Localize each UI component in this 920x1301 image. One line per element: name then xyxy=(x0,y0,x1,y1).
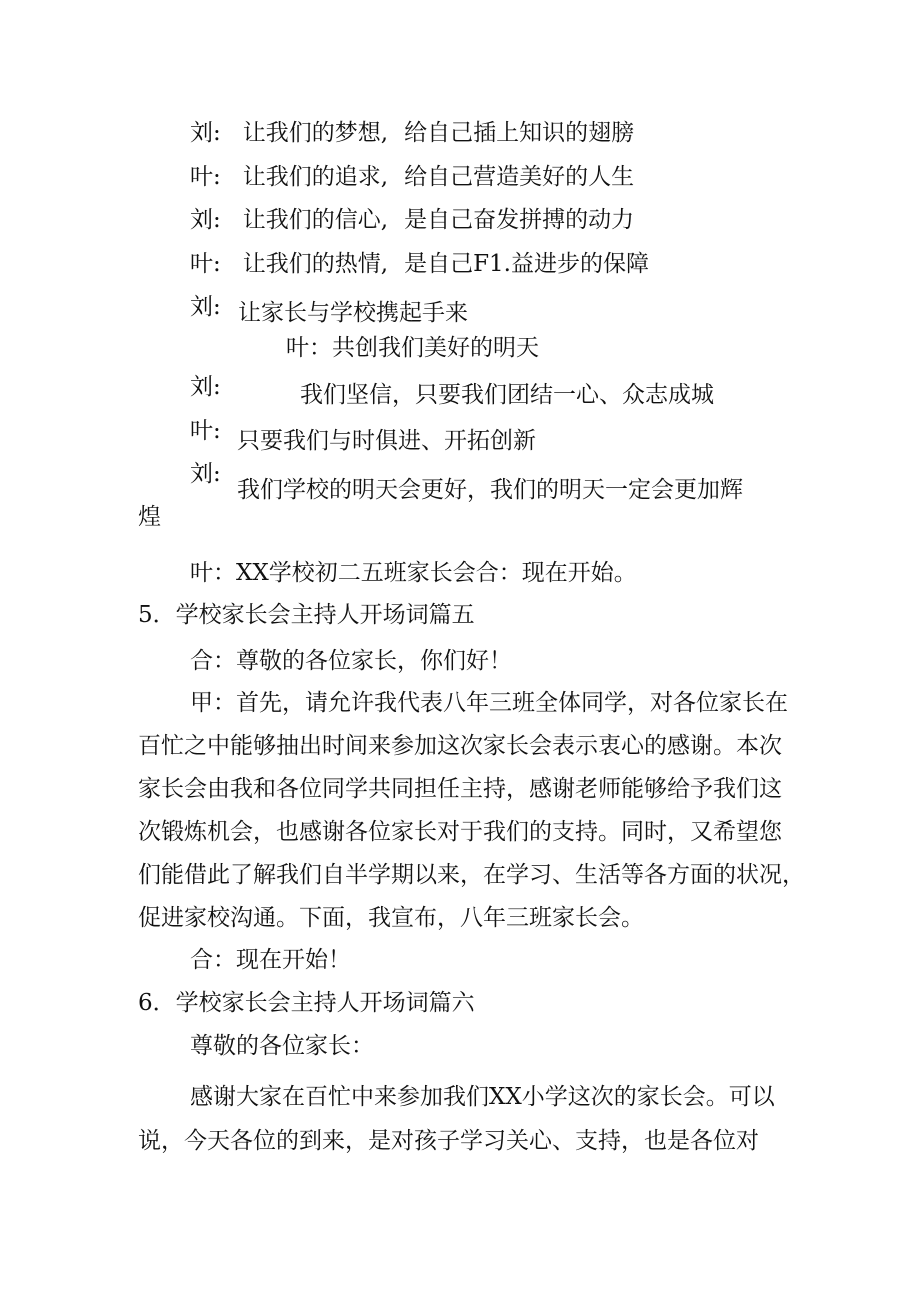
paragraph-line: 百忙之中能够抽出时间来参加这次家长会表示衷心的感谢。本次 xyxy=(138,733,782,759)
paragraph-line: 感谢大家在百忙中来参加我们XX小学这次的家长会。可以 xyxy=(190,1084,775,1110)
paragraph-line: 次锻炼机会，也感谢各位家长对于我们的支持。同时，又希望您 xyxy=(138,819,782,845)
speaker-label: 刘: xyxy=(190,461,221,487)
dialogue-text-a: 让我们的热情, xyxy=(242,251,389,277)
dialogue-text: 只要我们与时俱进、开拓创新 xyxy=(237,428,536,454)
speaker-label: 刘: xyxy=(190,120,221,146)
dialogue-line-6: 叶：共创我们美好的明天 xyxy=(286,335,539,361)
paragraph-line: 家长会由我和各位同学共同担任主持，感谢老师能够给予我们这 xyxy=(138,776,782,802)
dialogue-text-b: 给自己营造美好的人生 xyxy=(404,164,635,190)
dialogue-text-a: 让我们的追求, xyxy=(242,164,389,190)
dialogue-line-1 xyxy=(190,118,634,148)
paragraph-line: 促进家校沟通。下面，我宣布，八年三班家长会。 xyxy=(138,905,644,931)
paragraph-line: 甲：首先，请允许我代表八年三班全体同学，对各位家长在 xyxy=(190,690,788,716)
paragraph-line: 合：现在开始！ xyxy=(190,947,351,973)
dialogue-line-4 xyxy=(190,249,649,279)
speaker-label: 叶: xyxy=(190,251,221,277)
paragraph-line: 尊敬的各位家长： xyxy=(190,1033,374,1059)
dialogue-text: 我们坚信，只要我们团结一心、众志成城 xyxy=(300,382,714,408)
dialogue-text-b: 是自己奋发拼搏的动力 xyxy=(404,207,635,233)
speaker-label: 刘: xyxy=(190,294,221,320)
dialogue-text-b: 是自己F1.益进步的保障 xyxy=(404,251,649,277)
speaker-label: 叶: xyxy=(190,164,221,190)
paragraph-line: 们能借此了解我们自半学期以来，在学习、生活等各方面的状况， xyxy=(138,862,805,888)
dialogue-line-3 xyxy=(190,205,634,235)
paragraph-line: 说，今天各位的到来，是对孩子学习关心、支持，也是各位对 xyxy=(138,1128,759,1154)
dialogue-text-a: 让我们的信心, xyxy=(242,207,389,233)
dialogue-line-2 xyxy=(190,162,634,192)
dialogue-text: 我们学校的明天会更好，我们的明天一定会更加辉 xyxy=(237,477,743,503)
section-heading-5: 5．学校家长会主持人开场词篇五 xyxy=(138,602,475,628)
dialogue-text: 让家长与学校携起手来 xyxy=(238,300,468,326)
dialogue-text-b: 给自己插上知识的翅膀 xyxy=(404,120,635,146)
section-heading-6: 6．学校家长会主持人开场词篇六 xyxy=(138,990,475,1016)
speaker-label: 刘: xyxy=(190,374,221,400)
dialogue-text-continued: 煌 xyxy=(138,504,161,530)
dialogue-text-a: 让我们的梦想, xyxy=(242,120,389,146)
paragraph-line: 合：尊敬的各位家长，你们好！ xyxy=(190,648,512,674)
dialogue-line-10: 叶：XX学校初二五班家长会合：现在开始。 xyxy=(190,560,637,586)
speaker-label: 刘: xyxy=(190,207,221,233)
speaker-label: 叶: xyxy=(190,418,221,444)
